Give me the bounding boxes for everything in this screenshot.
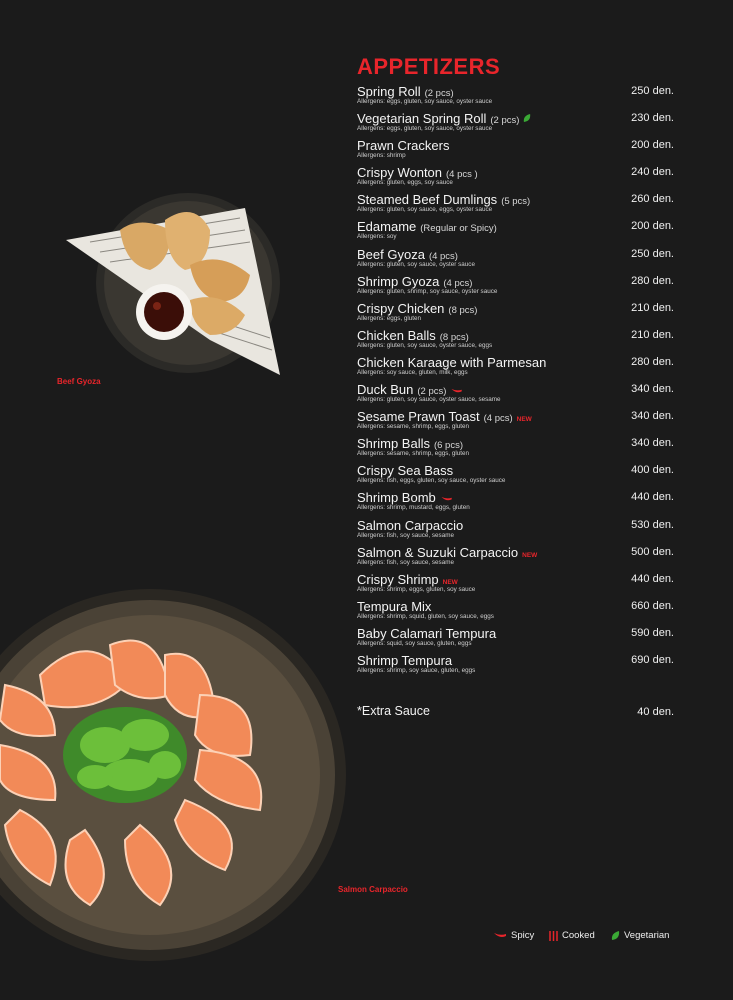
item-price: 340 den. (631, 383, 674, 396)
item-allergens: Allergens: fish, eggs, gluten, soy sauce, oyster sauce (357, 477, 506, 485)
item-price: 210 den. (631, 301, 674, 314)
item-name: Salmon Carpaccio (357, 517, 464, 533)
item-allergens: Allergens: fish, soy sauce, sesame (357, 531, 454, 539)
chili-pepper-icon (451, 388, 463, 394)
item-allergens: Allergens: gluten, soy sauce, oyster sauce, eggs (357, 341, 493, 349)
item-allergens: Allergens: fish, soy sauce, sesame (357, 558, 454, 566)
menu-item (357, 463, 674, 490)
menu-item (357, 84, 674, 111)
item-name: Shrimp Tempura (357, 652, 453, 668)
menu-item (357, 301, 674, 328)
new-badge: NEW (522, 551, 538, 559)
legend-spicy-label: Spicy (511, 930, 535, 941)
item-price: 230 den. (631, 112, 674, 125)
item-allergens: Allergens: shrimp, squid, gluten, soy sauce, eggs (357, 612, 494, 620)
chili-pepper-icon (494, 932, 507, 939)
item-name: Crispy Sea Bass (357, 463, 454, 479)
item-price: 660 den. (631, 599, 674, 612)
leaf-icon (611, 931, 620, 941)
beef-gyoza-photo (60, 190, 290, 390)
item-name: Chicken Karaage with Parmesan (357, 354, 547, 370)
item-allergens: Allergens: shrimp, eggs, gluten, soy sauce (357, 585, 476, 593)
menu-item (357, 274, 674, 301)
item-allergens: Allergens: gluten, soy sauce, oyster sauce (357, 260, 475, 268)
item-name: Duck Bun (357, 382, 414, 398)
legend-vegetarian (611, 930, 669, 941)
leaf-icon (523, 114, 531, 123)
menu-item (357, 409, 674, 436)
item-name: Sesame Prawn Toast (357, 409, 480, 425)
item-price: 250 den. (631, 247, 674, 260)
item-price: 280 den. (631, 355, 674, 368)
menu-item (357, 219, 674, 246)
item-name: Spring Roll (357, 84, 421, 99)
item-allergens: Allergens: soy sauce, gluten, milk, eggs (357, 368, 468, 376)
item-allergens: Allergens: gluten, shrimp, soy sauce, oyster sauce (357, 287, 498, 295)
menu-item (357, 382, 674, 409)
menu-item (357, 355, 674, 382)
item-name: Vegetarian Spring Roll (357, 111, 487, 127)
chili-pepper-icon (441, 496, 453, 502)
item-price: 400 den. (631, 464, 674, 477)
item-price: 250 den. (631, 85, 674, 97)
item-name: Crispy Wonton (357, 165, 443, 181)
extra-sauce-name: *Extra Sauce (357, 704, 430, 718)
legend-cooked (549, 930, 595, 941)
item-name: Shrimp Gyoza (357, 273, 440, 289)
item-quantity: (5 pcs) (501, 196, 531, 208)
item-name: Steamed Beef Dumlings (357, 192, 498, 208)
item-allergens: Allergens: gluten, soy sauce, oyster sauce, sesame (357, 396, 501, 404)
item-name: Salmon & Suzuki Carpaccio (357, 544, 519, 560)
item-quantity: (2 pcs) (424, 88, 454, 99)
menu-item (357, 518, 674, 545)
menu-item (357, 545, 674, 572)
new-badge: NEW (516, 416, 532, 424)
extra-sauce-price: 40 den. (637, 706, 674, 718)
item-price: 340 den. (631, 410, 674, 423)
menu-item (357, 599, 674, 626)
salmon-carpaccio-photo (0, 585, 350, 965)
menu-item (357, 328, 674, 355)
item-price: 280 den. (631, 274, 674, 287)
item-price: 590 den. (631, 626, 674, 639)
caption-salmon-carpaccio: Salmon Carpaccio (338, 885, 408, 894)
item-name: Tempura Mix (357, 598, 432, 614)
item-price: 690 den. (631, 653, 674, 666)
item-quantity: (2 pcs) (417, 386, 447, 398)
item-price: 340 den. (631, 437, 674, 450)
item-allergens: Allergens: shrimp, mustard, eggs, gluten (357, 504, 470, 512)
item-price: 530 den. (631, 518, 674, 531)
item-allergens: Allergens: eggs, gluten (357, 314, 422, 322)
item-name: Baby Calamari Tempura (357, 625, 497, 641)
item-allergens: Allergens: eggs, gluten, soy sauce, oyster sauce (357, 98, 493, 105)
item-name: Shrimp Balls (357, 436, 430, 452)
menu-item (357, 572, 674, 599)
item-price: 440 den. (631, 572, 674, 585)
item-quantity: (6 pcs) (433, 440, 464, 452)
item-allergens: Allergens: eggs, gluten, soy sauce, oyster sauce (357, 125, 493, 133)
item-quantity: (4 pcs) (428, 250, 458, 262)
item-quantity: (8 pcs) (448, 304, 478, 316)
item-quantity: (8 pcs) (439, 331, 469, 343)
item-allergens: Allergens: sesame, shrimp, eggs, gluten (357, 423, 470, 431)
item-name: Crispy Chicken (357, 300, 445, 316)
item-name: Edamame (357, 219, 417, 235)
legend-vegetarian-label: Vegetarian (624, 930, 670, 941)
caption-beef-gyoza: Beef Gyoza (57, 377, 101, 386)
menu-item (357, 490, 674, 517)
item-price: 240 den. (631, 166, 674, 179)
item-allergens: Allergens: gluten, soy sauce, eggs, oyster sauce (357, 206, 493, 214)
menu-item (357, 165, 674, 192)
menu-item (357, 653, 674, 680)
item-name: Beef Gyoza (357, 246, 425, 262)
menu-item (357, 436, 674, 463)
item-allergens: Allergens: gluten, eggs, soy sauce (357, 179, 453, 187)
item-price: 260 den. (631, 193, 674, 206)
menu-list (357, 84, 674, 680)
item-price: 200 den. (631, 139, 674, 152)
menu-item (357, 192, 674, 219)
item-price: 200 den. (631, 220, 674, 233)
item-quantity: (Regular or Spicy) (420, 223, 497, 235)
item-quantity: (4 pcs) (483, 413, 513, 425)
menu-item (357, 111, 674, 138)
item-name: Chicken Balls (357, 327, 436, 343)
item-name: Shrimp Bomb (357, 490, 436, 506)
legend-spicy (494, 930, 534, 941)
item-name: Prawn Crackers (357, 138, 450, 154)
item-allergens: Allergens: soy (357, 233, 397, 241)
section-title: APPETIZERS (357, 54, 501, 79)
item-quantity: (4 pcs) (443, 277, 473, 289)
item-quantity: (2 pcs) (490, 115, 520, 127)
flame-lines-icon (549, 931, 558, 941)
item-allergens: Allergens: shrimp, soy sauce, gluten, eggs (357, 666, 476, 674)
item-allergens: Allergens: squid, soy sauce, gluten, eggs (357, 639, 472, 647)
item-price: 500 den. (631, 545, 674, 558)
item-quantity: (4 pcs ) (446, 169, 478, 181)
menu-item (357, 138, 674, 165)
legend-cooked-label: Cooked (562, 930, 595, 941)
item-price: 440 den. (631, 491, 674, 504)
item-name: Crispy Shrimp (357, 571, 439, 587)
menu-item (357, 626, 674, 653)
item-allergens: Allergens: sesame, shrimp, eggs, gluten (357, 450, 470, 458)
extra-sauce-row (357, 704, 674, 718)
new-badge: NEW (442, 578, 458, 586)
item-price: 210 den. (631, 328, 674, 341)
menu-item (357, 247, 674, 274)
item-allergens: Allergens: shrimp (357, 152, 406, 160)
